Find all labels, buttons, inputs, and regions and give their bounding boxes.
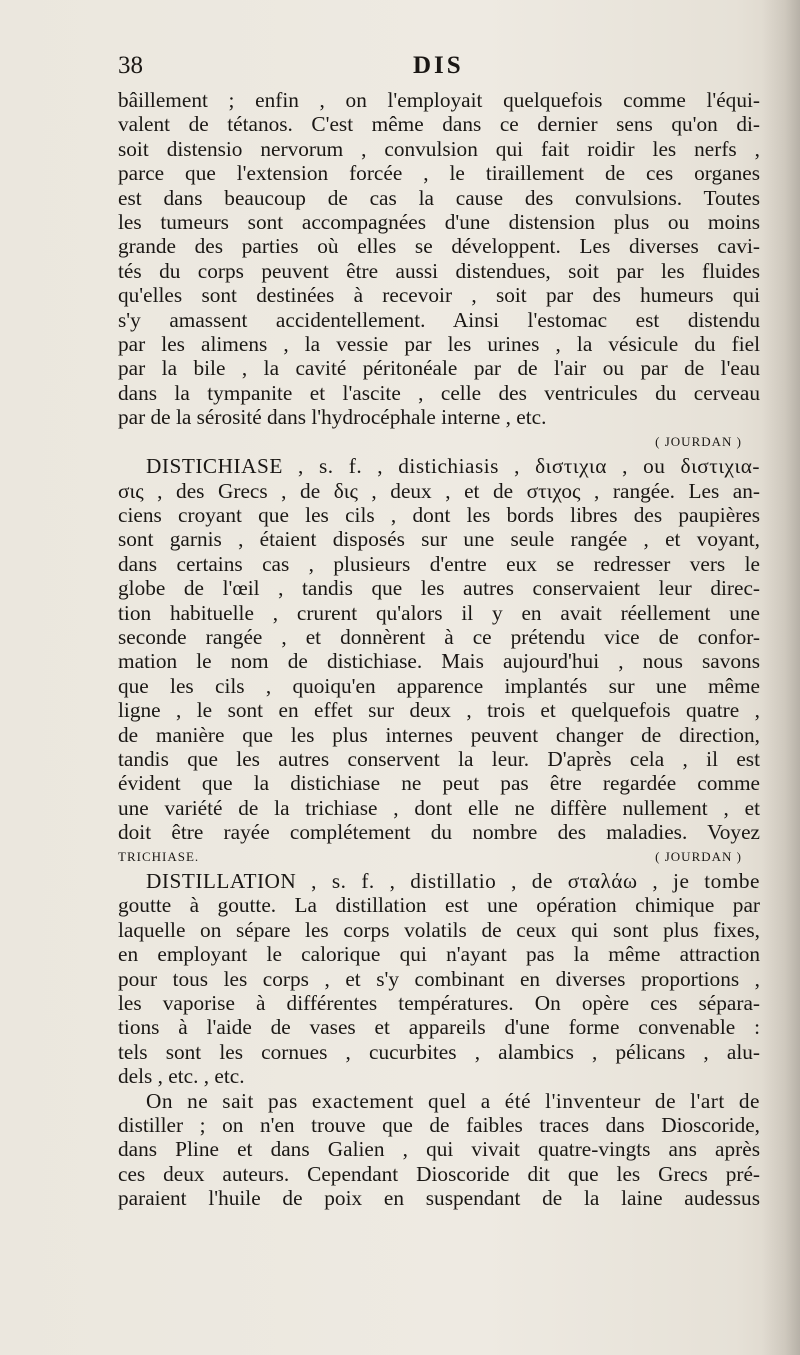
text-line: tions à l'aide de vases et appareils d'une forme convenable : [118, 1015, 760, 1040]
text-line: goutte à goutte. La distillation est une opération chimique par [118, 893, 760, 918]
text-line-last: par de la sérosité dans l'hydrocéphale interne , etc. [118, 405, 547, 430]
page-header [118, 52, 760, 88]
text-line: de manière que les plus internes peuvent changer de direction, [118, 722, 760, 747]
entry-distension-continued [118, 88, 760, 430]
text-line: en employant le calorique qui n'ayant pas la même attraction [118, 942, 760, 967]
text-line: les tumeurs sont accompagnées d'une distension plus ou moins [118, 210, 760, 235]
text-line: laquelle on sépare les corps volatils de ceux qui sont plus fixes, [118, 917, 760, 942]
text-line: ligne , le sont en effet sur deux , trois et quelquefois quatre , [118, 698, 760, 723]
text-line: doit être rayée complétement du nombre des maladies. Voyez [118, 820, 760, 845]
text-line: dans certains cas , plusieurs d'entre eux se redresser vers le [118, 551, 760, 576]
text-line: par la bile , la cavité péritonéale par de l'air ou par de l'eau [118, 356, 760, 381]
text-line: grande des parties où elles se développent. Les diverses cavi- [118, 234, 760, 259]
text-line: dans la tympanite et l'ascite , celle des ventricules du cerveau [118, 380, 760, 405]
page-number: 38 [118, 52, 143, 79]
running-head: DIS [413, 52, 464, 79]
text-line: globe de l'œil , tandis que les autres conservaient leur direc- [118, 576, 760, 601]
page-body [118, 88, 760, 1211]
text-line: que les cils , quoiqu'en apparence implantés sur une même [118, 673, 760, 698]
text-line: par les alimens , la vessie par les urines , la vésicule du fiel [118, 332, 760, 357]
text-line: pour tous les corps , et s'y combinant en diverses proportions , [118, 966, 760, 991]
text-line: est dans beaucoup de cas la cause des convulsions. Toutes [118, 185, 760, 210]
text-line: tandis que les autres conservent la leur. D'après cela , il est [118, 746, 760, 771]
author-signature: ( JOURDAN ) [655, 433, 742, 449]
text-line: les vaporise à différentes températures. On opère ces sépara- [118, 991, 760, 1016]
text-line: parce que l'extension forcée , le tiraillement de ces organes [118, 161, 760, 186]
entry-headword-line: DISTILLATION , s. f. , distillatio , de σταλάω , je tombe [146, 869, 760, 893]
text-line: tels sont les cornues , cucurbites , alambics , pélicans , alu- [118, 1039, 760, 1064]
entry-headword-line: DISTICHIASE , s. f. , distichiasis , διστιχια , ou διστιχια- [146, 454, 760, 479]
text-line: qu'elles sont destinées à recevoir , soit par des humeurs qui [118, 283, 760, 308]
text-line: distiller ; on n'en trouve que de faibles traces dans Dioscoride, [118, 1113, 760, 1138]
text-line: bâillement ; enfin , on l'employait quelquefois comme l'équi- [118, 88, 760, 112]
text-line: seconde rangée , et donnèrent à ce prétendu vice de confor- [118, 624, 760, 649]
see-also-reference: TRICHIASE. [118, 848, 200, 864]
entry-distillation [118, 869, 760, 1089]
author-signature: ( JOURDAN ) [655, 848, 742, 864]
text-line-indented: On ne sait pas exactement quel a été l'inventeur de l'art de [146, 1088, 760, 1113]
cross-reference-line [118, 845, 760, 869]
text-line: tion habituelle , crurent qu'alors il y en avait réellement une [118, 600, 760, 625]
text-line: soit distensio nervorum , convulsion qui fait roidir les nerfs , [118, 136, 760, 161]
text-line-last: dels , etc. , etc. [118, 1064, 245, 1089]
text-line: tés du corps peuvent être aussi distendues, soit par les fluides [118, 258, 760, 283]
entry-distillation-paragraph-2 [118, 1089, 760, 1211]
text-line: une variété de la trichiase , dont elle ne diffère nullement , et [118, 795, 760, 820]
text-line: valent de tétanos. C'est même dans ce dernier sens qu'on di- [118, 112, 760, 137]
text-line: paraient l'huile de poix en suspendant de la laine audessus [118, 1186, 760, 1211]
text-line: ciens croyant que les cils , dont les bords libres des paupières [118, 502, 760, 527]
text-line: évident que la distichiase ne peut pas être regardée comme [118, 771, 760, 796]
text-line: ces deux auteurs. Cependant Dioscoride dit que les Grecs pré- [118, 1161, 760, 1186]
entry-distichiase [118, 454, 760, 845]
page-gutter-shadow [762, 0, 800, 1355]
text-line: sont garnis , étaient disposés sur une seule rangée , et voyant, [118, 527, 760, 552]
text-line: dans Pline et dans Galien , qui vivait quatre-vingts ans après [118, 1137, 760, 1162]
text-line: mation le nom de distichiase. Mais aujourd'hui , nous savons [118, 649, 760, 674]
text-line: σις , des Grecs , de δις , deux , et de στιχος , rangée. Les an- [118, 478, 760, 503]
text-line: s'y amassent accidentellement. Ainsi l'estomac est distendu [118, 307, 760, 332]
